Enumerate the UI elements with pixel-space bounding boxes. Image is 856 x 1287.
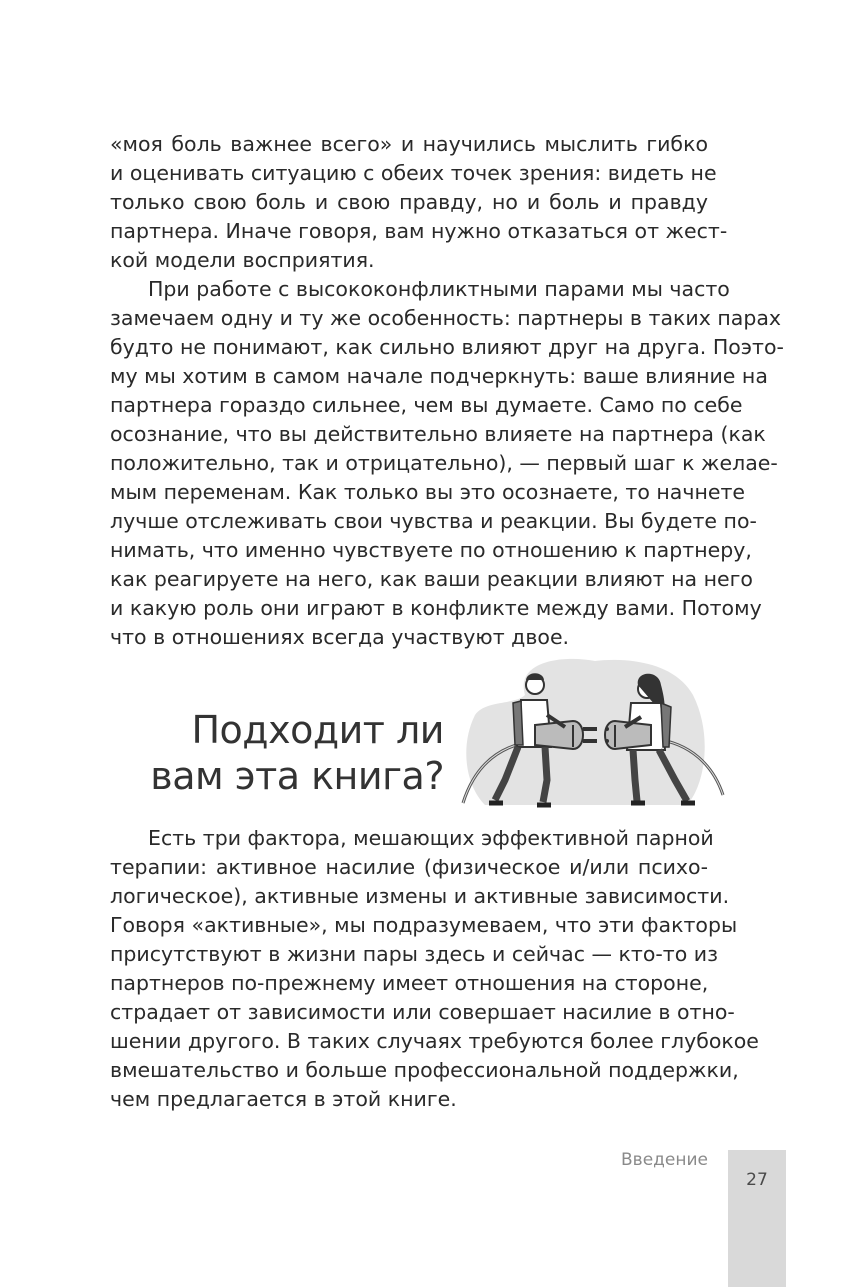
section-heading-line-2: вам эта книга? — [150, 754, 444, 798]
text-line: что в отношениях всегда участвуют двое. — [110, 625, 570, 649]
section-heading-line-1: Подходит ли — [191, 708, 444, 752]
page-number-tab — [728, 1150, 786, 1287]
plug-connection-icon — [455, 655, 730, 815]
text-line: нимать, что именно чувствуете по отношению к партнеру, — [110, 538, 752, 562]
text-line: и какую роль они играют в конфликте между вами. Потому — [110, 596, 762, 620]
text-line: как реагируете на него, как ваши реакции влияют на него — [110, 567, 753, 591]
chapter-title: Введение — [621, 1150, 708, 1170]
text-line: положительно, так и отрицательно), — первый шаг к желае- — [110, 451, 778, 475]
text-line: логическое), активные измены и активные зависимости. — [110, 884, 730, 908]
text-line: При работе с высококонфликтными парами мы часто — [148, 277, 730, 301]
text-line: му мы хотим в самом начале подчеркнуть: ваше влияние на — [110, 364, 768, 388]
text-line: шении другого. В таких случаях требуются более глубокое — [110, 1029, 759, 1053]
text-line: «моя боль важнее всего» и научились мыслить гибко — [110, 132, 708, 156]
text-line: партнеров по-прежнему имеет отношения на стороне, — [110, 971, 709, 995]
text-line: только свою боль и свою правду, но и боль и правду — [110, 190, 708, 214]
text-line: терапии: активное насилие (физическое и/или психо- — [110, 855, 708, 879]
text-line: вмешательство и больше профессиональной поддержки, — [110, 1058, 739, 1082]
text-line: чем предлагается в этой книге. — [110, 1087, 457, 1111]
text-line: присутствуют в жизни пары здесь и сейчас — кто-то из — [110, 942, 719, 966]
text-line: будто не понимают, как сильно влияют друг на друга. Поэто- — [110, 335, 784, 359]
text-line: страдает от зависимости или совершает насилие в отно- — [110, 1000, 735, 1024]
text-line: партнера. Иначе говоря, вам нужно отказаться от жест- — [110, 219, 728, 243]
page-number: 27 — [746, 1170, 768, 1190]
text-line: осознание, что вы действительно влияете на партнера (как — [110, 422, 766, 446]
text-line: кой модели восприятия. — [110, 248, 375, 272]
text-line: замечаем одну и ту же особенность: партнеры в таких парах — [110, 306, 782, 330]
text-line: и оценивать ситуацию с обеих точек зрения: видеть не — [110, 161, 717, 185]
text-line: партнера гораздо сильнее, чем вы думаете. Само по себе — [110, 393, 743, 417]
text-line: Говоря «активные», мы подразумеваем, что эти факторы — [110, 913, 738, 937]
text-line: мым переменам. Как только вы это осознаете, то начнете — [110, 480, 746, 504]
text-line: лучше отслеживать свои чувства и реакции. Вы будете по- — [110, 509, 757, 533]
text-line: Есть три фактора, мешающих эффективной парной — [148, 826, 714, 850]
